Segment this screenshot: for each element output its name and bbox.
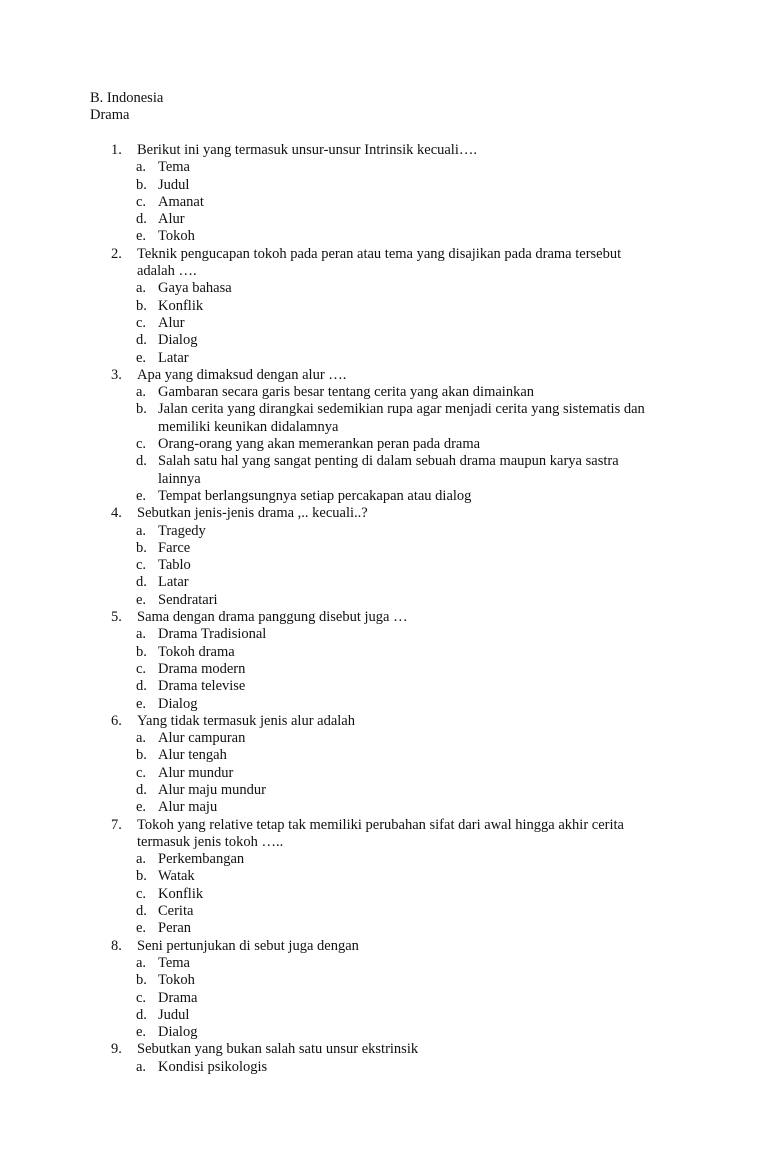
option-letter: b. xyxy=(136,539,147,556)
option-letter: e. xyxy=(136,695,147,712)
option-text: Watak xyxy=(158,868,195,885)
question-item xyxy=(0,246,768,367)
option-letter: c. xyxy=(136,436,147,453)
option-text: Drama televise xyxy=(158,678,246,695)
option-text: Dialog xyxy=(158,695,198,712)
option-letter: b. xyxy=(136,972,147,989)
option-letter: c. xyxy=(136,885,147,902)
question-list xyxy=(0,142,768,1076)
subject-title: B. Indonesia xyxy=(90,90,164,106)
question-item xyxy=(0,609,768,713)
question-text: Sebutkan jenis-jenis drama ,.. kecuali..? xyxy=(137,505,368,522)
option-line xyxy=(0,678,768,695)
option-letter: c. xyxy=(136,557,147,574)
question-line xyxy=(0,1041,768,1058)
question-text-continued: adalah …. xyxy=(137,263,197,280)
question-number: 1. xyxy=(111,142,122,158)
question-text: Sebutkan yang bukan salah satu unsur ekstrinsik xyxy=(137,1041,419,1058)
option-letter: e. xyxy=(136,591,147,608)
option-letter: a. xyxy=(136,730,147,747)
option-text: Judul xyxy=(158,176,190,193)
option-line xyxy=(0,540,768,557)
option-line xyxy=(0,696,768,713)
option-line xyxy=(0,574,768,591)
question-line xyxy=(0,246,768,263)
option-text: Alur mundur xyxy=(158,764,234,781)
option-text: Dialog xyxy=(158,1024,198,1041)
option-letter: b. xyxy=(136,868,147,885)
option-line xyxy=(0,453,768,470)
option-letter: b. xyxy=(136,401,147,418)
question-number: 4. xyxy=(111,505,122,522)
option-line xyxy=(0,765,768,782)
option-line xyxy=(0,436,768,453)
option-line xyxy=(0,419,768,436)
option-text: Alur xyxy=(158,314,185,331)
option-line xyxy=(0,955,768,972)
option-letter: a. xyxy=(136,280,147,297)
option-text: Tempat berlangsungnya setiap percakapan atau dialog xyxy=(158,487,472,504)
question-line xyxy=(0,938,768,955)
question-text: Berikut ini yang termasuk unsur-unsur Intrinsik kecuali…. xyxy=(137,142,477,158)
option-line xyxy=(0,211,768,228)
question-line xyxy=(0,263,768,280)
option-letter: e. xyxy=(136,487,147,504)
option-letter: c. xyxy=(136,314,147,331)
question-item xyxy=(0,367,768,505)
option-text: Alur xyxy=(158,211,185,228)
option-line xyxy=(0,730,768,747)
option-letter: e. xyxy=(136,349,147,366)
option-letter: d. xyxy=(136,781,147,798)
question-text: Tokoh yang relative tetap tak memiliki perubahan sifat dari awal hingga akhir cerita xyxy=(137,816,624,833)
option-letter: c. xyxy=(136,764,147,781)
question-item xyxy=(0,713,768,817)
option-line xyxy=(0,886,768,903)
option-text: Cerita xyxy=(158,903,194,920)
option-text: Alur maju xyxy=(158,799,218,816)
option-line xyxy=(0,972,768,989)
question-item xyxy=(0,1041,768,1076)
option-line xyxy=(0,350,768,367)
option-text-continued: lainnya xyxy=(158,470,201,487)
option-line xyxy=(0,1024,768,1041)
option-text: Drama Tradisional xyxy=(158,626,267,643)
option-letter: b. xyxy=(136,176,147,193)
option-text: Alur tengah xyxy=(158,747,227,764)
question-text: Apa yang dimaksud dengan alur …. xyxy=(137,366,347,383)
option-text: Dialog xyxy=(158,332,198,349)
option-line xyxy=(0,782,768,799)
option-text: Konflik xyxy=(158,297,204,314)
option-letter: a. xyxy=(136,159,147,176)
option-text: Gaya bahasa xyxy=(158,280,232,297)
question-text: Yang tidak termasuk jenis alur adalah xyxy=(137,712,355,729)
question-line xyxy=(0,505,768,522)
document-header xyxy=(90,90,163,124)
option-letter: d. xyxy=(136,903,147,920)
option-line xyxy=(0,315,768,332)
question-line xyxy=(0,609,768,626)
option-line xyxy=(0,920,768,937)
option-text: Latar xyxy=(158,349,189,366)
option-letter: a. xyxy=(136,384,147,401)
option-text: Latar xyxy=(158,574,189,591)
option-letter: e. xyxy=(136,228,147,245)
option-line xyxy=(0,557,768,574)
question-text-continued: termasuk jenis tokoh ….. xyxy=(137,833,284,850)
question-number: 8. xyxy=(111,937,122,954)
question-number: 2. xyxy=(111,245,122,262)
option-line xyxy=(0,990,768,1007)
option-letter: c. xyxy=(136,193,147,210)
question-text: Seni pertunjukan di sebut juga dengan xyxy=(137,937,359,954)
question-number: 3. xyxy=(111,366,122,383)
option-line xyxy=(0,1007,768,1024)
option-line xyxy=(0,471,768,488)
option-letter: d. xyxy=(136,1006,147,1023)
option-line xyxy=(0,159,768,176)
option-line xyxy=(0,384,768,401)
question-number: 6. xyxy=(111,712,122,729)
option-line xyxy=(0,592,768,609)
question-text: Sama dengan drama panggung disebut juga … xyxy=(137,609,408,626)
option-line xyxy=(0,661,768,678)
option-text: Sendratari xyxy=(158,591,218,608)
question-number: 7. xyxy=(111,816,122,833)
option-line xyxy=(0,488,768,505)
option-text: Tokoh xyxy=(158,972,195,989)
option-letter: e. xyxy=(136,799,147,816)
option-letter: b. xyxy=(136,297,147,314)
option-text: Alur campuran xyxy=(158,730,246,747)
option-letter: a. xyxy=(136,1058,147,1075)
option-line xyxy=(0,280,768,297)
question-line xyxy=(0,834,768,851)
question-line xyxy=(0,142,768,159)
option-line xyxy=(0,194,768,211)
option-text: Tablo xyxy=(158,557,191,574)
option-line xyxy=(0,228,768,245)
option-line xyxy=(0,644,768,661)
option-line xyxy=(0,298,768,315)
option-text: Tokoh xyxy=(158,228,195,245)
question-line xyxy=(0,367,768,384)
option-text: Farce xyxy=(158,539,191,556)
option-text: Kondisi psikologis xyxy=(158,1058,268,1075)
option-letter: a. xyxy=(136,954,147,971)
option-line xyxy=(0,747,768,764)
option-line xyxy=(0,799,768,816)
option-text: Tema xyxy=(158,159,190,176)
option-line xyxy=(0,626,768,643)
option-text: Alur maju mundur xyxy=(158,781,266,798)
question-item xyxy=(0,817,768,938)
option-line xyxy=(0,851,768,868)
question-item xyxy=(0,505,768,609)
option-letter: e. xyxy=(136,920,147,937)
question-line xyxy=(0,713,768,730)
option-text: Drama xyxy=(158,989,198,1006)
topic-title: Drama xyxy=(90,107,130,123)
option-letter: a. xyxy=(136,851,147,868)
option-line xyxy=(0,903,768,920)
option-text: Gambaran secara garis besar tentang cerita yang akan dimainkan xyxy=(158,384,535,401)
option-text: Konflik xyxy=(158,885,204,902)
option-line xyxy=(0,1059,768,1076)
option-text: Judul xyxy=(158,1006,190,1023)
option-text: Amanat xyxy=(158,193,204,210)
option-text: Tokoh drama xyxy=(158,643,235,660)
option-letter: d. xyxy=(136,211,147,228)
question-item xyxy=(0,938,768,1042)
option-letter: d. xyxy=(136,574,147,591)
option-text: Orang-orang yang akan memerankan peran pada drama xyxy=(158,436,481,453)
option-line xyxy=(0,332,768,349)
option-letter: d. xyxy=(136,453,147,470)
option-letter: d. xyxy=(136,678,147,695)
option-text: Perkembangan xyxy=(158,851,245,868)
option-letter: c. xyxy=(136,989,147,1006)
option-line xyxy=(0,401,768,418)
question-number: 9. xyxy=(111,1041,122,1058)
option-text: Drama modern xyxy=(158,660,246,677)
option-letter: c. xyxy=(136,660,147,677)
question-number: 5. xyxy=(111,609,122,626)
option-line xyxy=(0,868,768,885)
question-text: Teknik pengucapan tokoh pada peran atau tema yang disajikan pada drama tersebut xyxy=(137,245,622,262)
option-line xyxy=(0,177,768,194)
question-item xyxy=(0,142,768,246)
option-letter: b. xyxy=(136,643,147,660)
option-letter: a. xyxy=(136,522,147,539)
option-text: Tema xyxy=(158,954,190,971)
option-letter: b. xyxy=(136,747,147,764)
option-text: Peran xyxy=(158,920,192,937)
option-letter: d. xyxy=(136,332,147,349)
option-letter: a. xyxy=(136,626,147,643)
option-text: Salah satu hal yang sangat penting di dalam sebuah drama maupun karya sastra xyxy=(158,453,619,470)
question-line xyxy=(0,817,768,834)
option-letter: e. xyxy=(136,1024,147,1041)
option-text: Tragedy xyxy=(158,522,206,539)
option-text-continued: memiliki keunikan didalamnya xyxy=(158,418,339,435)
option-line xyxy=(0,523,768,540)
option-text: Jalan cerita yang dirangkai sedemikian rupa agar menjadi cerita yang sistematis dan xyxy=(158,401,645,418)
